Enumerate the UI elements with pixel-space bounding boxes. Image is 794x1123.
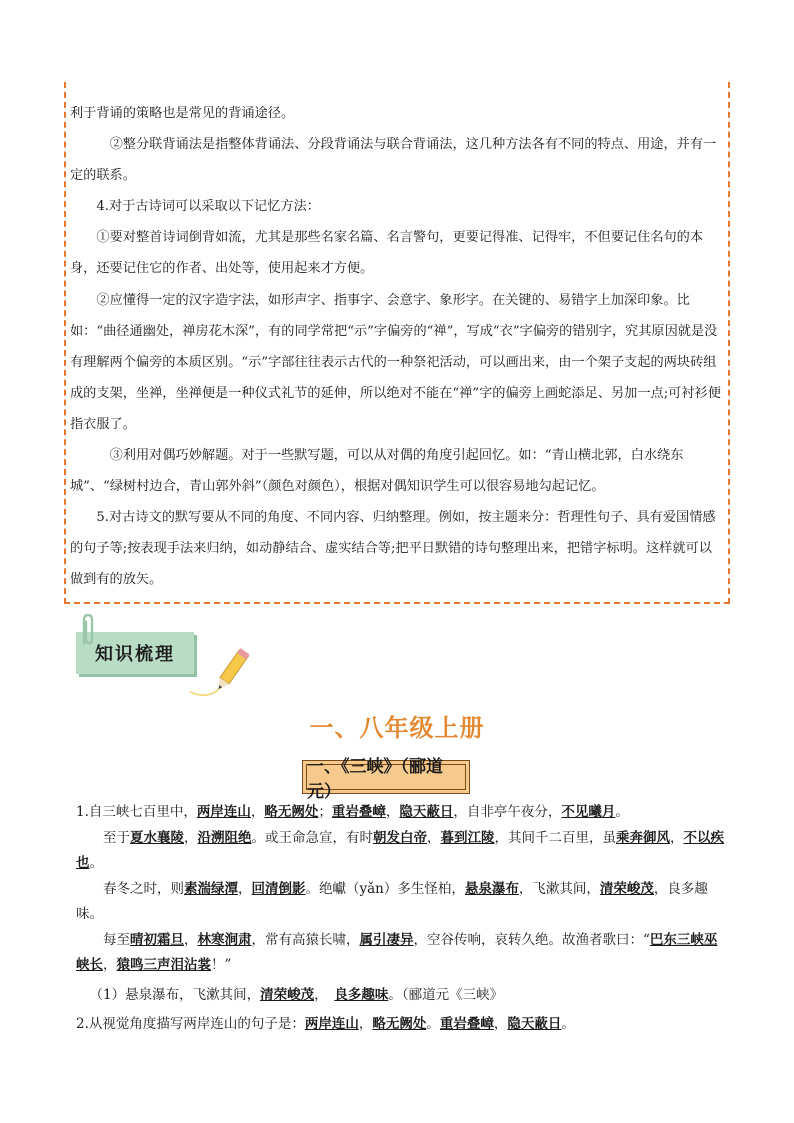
text-segment: ，飞漱其间， — [518, 880, 600, 897]
tips-paragraph-1: 利于背诵的策略也是常见的背诵途径。 — [70, 106, 295, 121]
lesson-title-box — [302, 757, 470, 802]
text-segment: 2.从视觉角度描写两岸连山的句子是： — [76, 1016, 305, 1032]
text-segment: ，空谷传响，哀转久绝。故渔者歌曰：“ — [413, 931, 650, 948]
tips-paragraph-3: 4.对于古诗词可以采取以下记忆方法： — [96, 199, 320, 215]
answer-phrase: 巴东三峡巫峡长 — [76, 931, 718, 973]
answer-phrase: 两岸连山 — [196, 804, 251, 820]
text-segment: 。 — [561, 1016, 575, 1032]
text-segment: 。（郦道元《三峡》 — [388, 986, 504, 1003]
answer-phrase: 夏水襄陵 — [130, 829, 184, 846]
answer-phrase: 清荣峻茂 — [599, 880, 654, 897]
answer-phrase: 隐天蔽日 — [507, 1016, 562, 1032]
answer-phrase: 悬泉瀑布 — [464, 880, 519, 897]
answer-phrase: 重岩叠嶂 — [439, 1016, 494, 1032]
answer-phrase: 回清倒影 — [251, 880, 306, 897]
text-segment: ，其间千二百里，虽 — [494, 829, 616, 846]
answer-phrase: 沿溯阻绝 — [197, 829, 252, 846]
tips-paragraph-6: ③利用对偶巧妙解题。对于一些默写题，可以从对偶的角度引起回忆。如：“青山横北郭，白水绕东城”、“绿树村边合，青山郭外斜”（颜色对颜色），根据对偶知识学生可以很容易地勾起记忆。 — [70, 448, 684, 495]
answer-phrase: 晴初霜旦 — [130, 931, 184, 948]
answer-phrase: 乘奔御风 — [616, 829, 670, 846]
text-segment: 。 — [615, 804, 629, 820]
text-segment: ， — [238, 880, 252, 897]
text-segment: 。或王命急宣，有时 — [251, 829, 373, 846]
passage — [76, 800, 724, 1038]
lesson-title: 一、《三峡》（郦道元） — [306, 764, 466, 790]
answer-phrase: 素湍绿潭 — [184, 880, 238, 897]
study-tips-content — [70, 98, 722, 596]
answer-phrase: 朝发白帝 — [373, 829, 427, 846]
text-segment: ，自非亭午夜分， — [453, 804, 562, 820]
answer-phrase: 不见曦月 — [561, 804, 616, 820]
answer-phrase: 不以疾也 — [76, 829, 724, 871]
text-segment: ， — [670, 829, 684, 846]
tips-paragraph-7: 5.对古诗文的默写要从不同的角度、不同内容、归纳整理。例如，按主题来分：哲理性句子、具有爱国情感的句子等;按表现手法来归纳，如动静结合、虚实结合等;把平日默错的诗句整理出来，把错字标明。这样就可以做到有的放矢。 — [70, 510, 716, 588]
answer-phrase: 猿鸣三声泪沾裳 — [116, 957, 211, 973]
question-1 — [76, 983, 724, 1009]
answer-phrase: 隐天蔽日 — [399, 804, 454, 820]
study-tips-box — [64, 82, 730, 604]
answer-phrase: 良多趣味 — [334, 986, 389, 1003]
tips-paragraph-4: ①要对整首诗词倒背如流，尤其是那些名家名篇、名言警句，更要记得准、记得牢，不但要记住名句的本身，还要记住它的作者、出处等，使用起来才方便。 — [70, 230, 704, 277]
text-segment: ， — [493, 1016, 508, 1032]
question-2 — [76, 1012, 724, 1038]
grade-title: 一、八年级上册 — [309, 713, 485, 742]
text-segment: 。绝巘（yǎn）多生怪柏， — [305, 880, 465, 897]
text-segment: ， — [385, 804, 400, 820]
answer-phrase: 暮到江陵 — [440, 829, 495, 846]
banner-label: 知识梳理 — [95, 644, 175, 665]
answer-phrase: 两岸连山 — [304, 1016, 359, 1032]
passage-paragraph-2 — [76, 826, 724, 877]
paperclip-icon — [76, 612, 100, 648]
text-segment: ， — [103, 957, 117, 973]
text-segment: 每至 — [103, 931, 130, 948]
pencil-icon — [184, 630, 264, 700]
passage-paragraph-4 — [76, 928, 724, 979]
answer-phrase: 重岩叠嶂 — [331, 804, 386, 820]
answer-phrase: 属引凄异 — [359, 931, 414, 948]
text-segment: ， — [184, 829, 198, 846]
text-segment: 1.自三峡七百里中， — [76, 804, 197, 820]
passage-paragraph-1 — [76, 800, 724, 826]
answer-phrase: 略无阙处 — [372, 1016, 427, 1032]
knowledge-section-banner — [74, 612, 274, 692]
answer-phrase: 林寒涧肃 — [197, 931, 252, 948]
tips-paragraph-5: ②应懂得一定的汉字造字法，如形声字、指事字、会意字、象形字。在关键的、易错字上加深印象。比如：“曲径通幽处，禅房花木深”，有的同学常把“示”字偏旁的“禅”，写成“衣”字偏旁的错别字，究其原因就是没有理解两个偏旁的本质区别。“示”字部往往表示古代的一种祭祀活动，可以画出来，由一个架子支起的两块砖组成的支架，坐禅，坐禅便是一种仪式礼节的延伸，所以绝对不能在“禅”字的偏旁上画蛇添足、另加一点;可衬衫便指衣服了。 — [70, 292, 721, 432]
text-segment: ； — [318, 804, 332, 820]
text-segment: 春冬之时，则 — [103, 880, 184, 897]
text-segment: ！” — [211, 957, 232, 973]
text-segment: ， — [184, 931, 198, 948]
answer-phrase: 略无阙处 — [264, 804, 319, 820]
text-segment: ， — [427, 829, 441, 846]
passage-paragraph-3 — [76, 877, 724, 928]
text-segment: ，常有高猿长啸， — [251, 931, 360, 948]
text-segment: ， — [358, 1016, 373, 1032]
text-segment: 。 — [89, 855, 103, 871]
answer-phrase: 清荣峻茂 — [260, 986, 315, 1003]
text-segment: ， — [250, 804, 265, 820]
tips-paragraph-2: ②整分联背诵法是指整体背诵法、分段背诵法与联合背诵法，这几种方法各有不同的特点、用途，并有一定的联系。 — [70, 137, 717, 184]
text-segment: （1）悬泉瀑布，飞漱其间， — [89, 986, 261, 1003]
text-segment: ，良多趣味。 — [76, 880, 708, 922]
text-segment: 至于 — [103, 829, 130, 846]
text-segment: ， — [314, 986, 335, 1003]
text-segment: 。 — [426, 1016, 440, 1032]
